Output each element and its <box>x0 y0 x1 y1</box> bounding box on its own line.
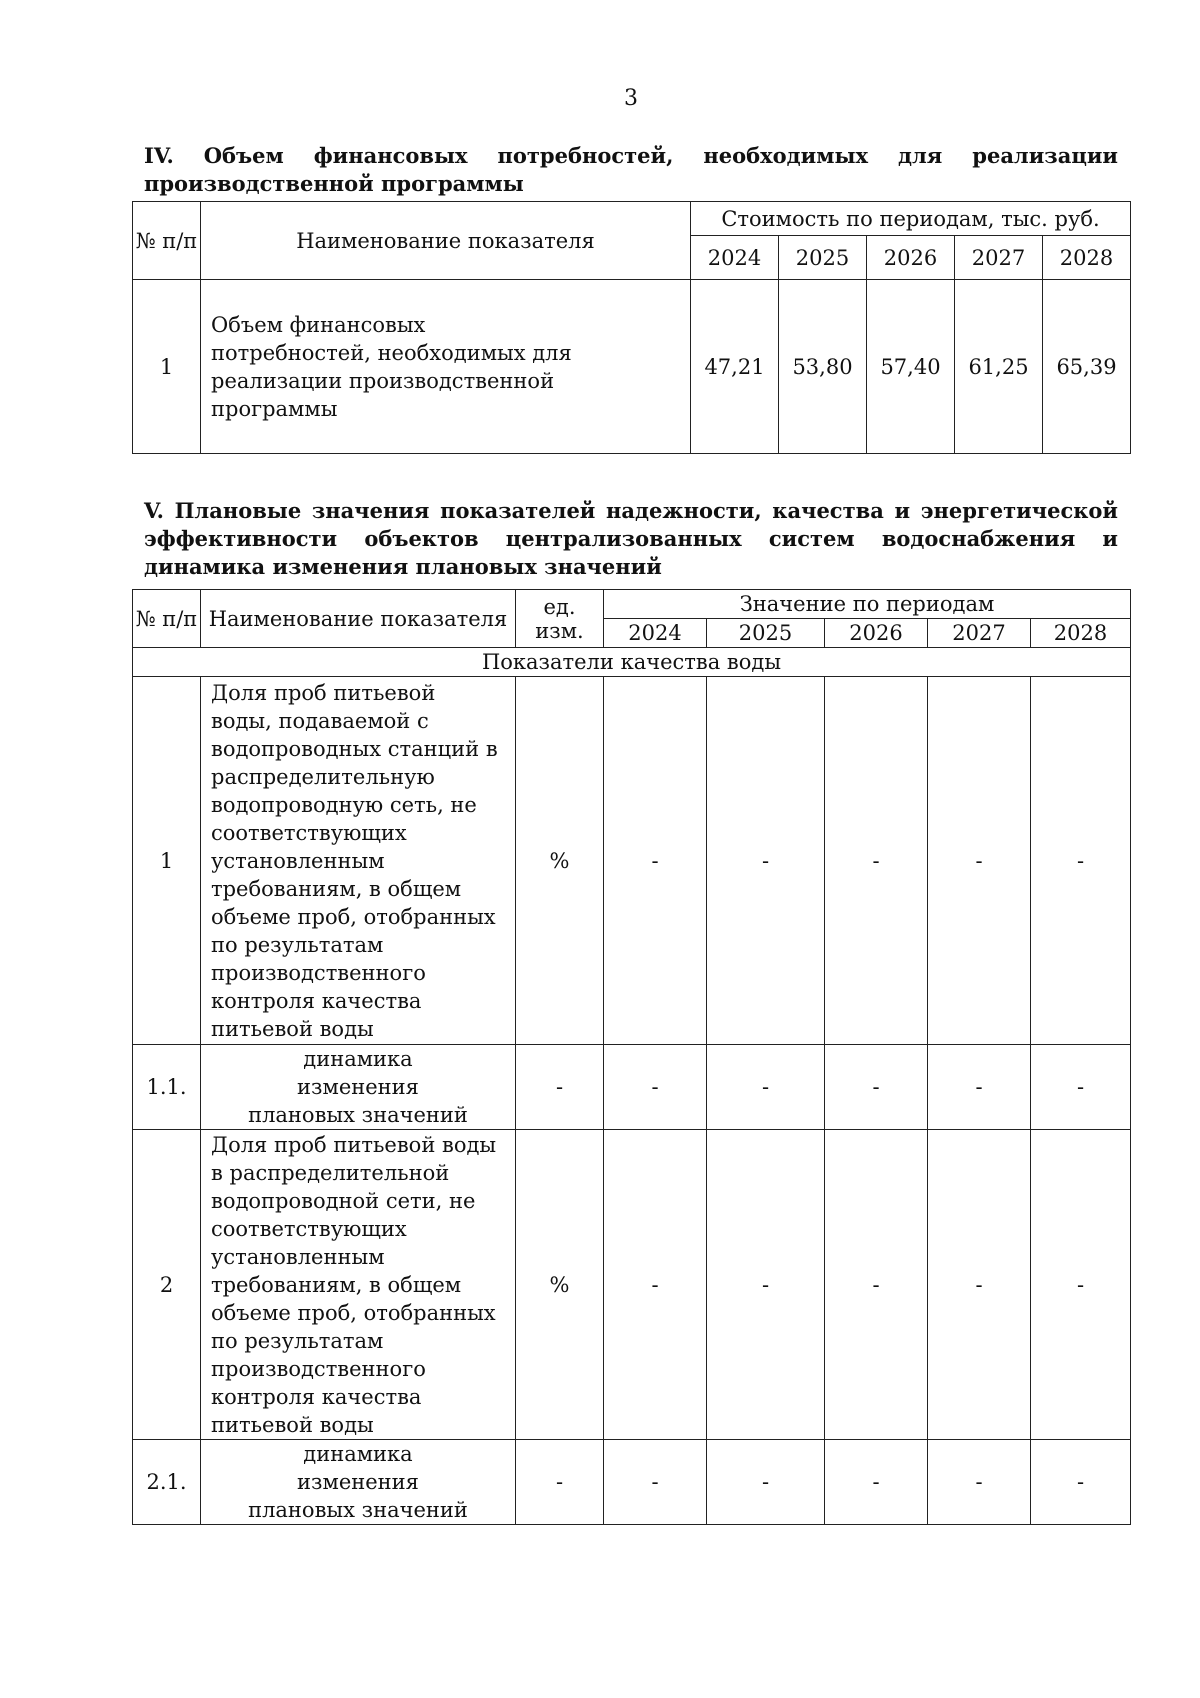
row-value: - <box>825 1045 928 1130</box>
row-name: Объем финансовых потребностей, необходимых для реализации производственной программы <box>201 280 691 454</box>
row-value: - <box>604 677 707 1045</box>
row-unit: - <box>516 1045 604 1130</box>
header-year: 2028 <box>1031 619 1131 648</box>
group-label: Показатели качества воды <box>133 648 1131 677</box>
row-name: динамика изменения плановых значений <box>201 1045 516 1130</box>
row-value: 47,21 <box>691 280 779 454</box>
row-value: - <box>825 677 928 1045</box>
table-row <box>133 1130 1131 1440</box>
header-num: № п/п <box>133 202 201 280</box>
row-value: - <box>1031 1440 1131 1525</box>
row-value: - <box>604 1130 707 1440</box>
page-number: 3 <box>624 86 638 111</box>
row-value: - <box>825 1130 928 1440</box>
row-name: Доля проб питьевой воды в распределительной водопроводной сети, не соответствующих установленным требованиям, в общем объеме проб, отобранных по результатам производственного контроля качества питьевой воды <box>201 1130 516 1440</box>
header-value-group: Значение по периодам <box>604 590 1131 619</box>
row-name: Доля проб питьевой воды, подаваемой с водопроводных станций в распределительную водопроводную сеть, не соответствующих установленным требованиям, в общем объеме проб, отобранных по результатам производственного контроля качества питьевой воды <box>201 677 516 1045</box>
table-row <box>133 1045 1131 1130</box>
section-4-title: IV. Объем финансовых потребностей, необходимых для реализации производственной программы <box>144 143 1118 196</box>
header-year: 2026 <box>825 619 928 648</box>
financial-needs-table <box>132 201 1131 454</box>
section-5-title: V. Плановые значения показателей надежности, качества и энергетической эффективности объектов централизованных систем водоснабжения и динамика изменения плановых значений <box>144 498 1118 579</box>
row-unit: % <box>516 1130 604 1440</box>
row-value: 65,39 <box>1043 280 1131 454</box>
header-name: Наименование показателя <box>201 202 691 280</box>
row-value: - <box>707 1045 825 1130</box>
row-value: - <box>604 1440 707 1525</box>
row-name: динамика изменения плановых значений <box>201 1440 516 1525</box>
table-row <box>133 280 1131 454</box>
row-value: - <box>928 1045 1031 1130</box>
row-num: 2.1. <box>133 1440 201 1525</box>
header-year: 2025 <box>707 619 825 648</box>
header-num: № п/п <box>133 590 201 648</box>
table-row <box>133 1440 1131 1525</box>
header-year: 2027 <box>928 619 1031 648</box>
header-year: 2027 <box>955 236 1043 280</box>
row-num: 1 <box>133 677 201 1045</box>
header-year: 2026 <box>867 236 955 280</box>
table-row <box>133 677 1131 1045</box>
row-value: 57,40 <box>867 280 955 454</box>
row-value: - <box>1031 1045 1131 1130</box>
row-value: - <box>707 677 825 1045</box>
row-num: 2 <box>133 1130 201 1440</box>
row-value: - <box>928 1440 1031 1525</box>
row-value: - <box>707 1130 825 1440</box>
row-value: - <box>604 1045 707 1130</box>
row-value: - <box>707 1440 825 1525</box>
row-num: 1.1. <box>133 1045 201 1130</box>
row-num: 1 <box>133 280 201 454</box>
header-name: Наименование показателя <box>201 590 516 648</box>
row-value: - <box>1031 677 1131 1045</box>
header-year: 2028 <box>1043 236 1131 280</box>
row-value: - <box>928 677 1031 1045</box>
indicators-table <box>132 589 1131 1525</box>
header-year: 2025 <box>779 236 867 280</box>
row-value: - <box>825 1440 928 1525</box>
row-value: - <box>1031 1130 1131 1440</box>
row-value: - <box>928 1130 1031 1440</box>
header-cost-group: Стоимость по периодам, тыс. руб. <box>691 202 1131 236</box>
header-year: 2024 <box>604 619 707 648</box>
header-unit: ед. изм. <box>516 590 604 648</box>
row-value: 53,80 <box>779 280 867 454</box>
row-unit: % <box>516 677 604 1045</box>
row-value: 61,25 <box>955 280 1043 454</box>
row-unit: - <box>516 1440 604 1525</box>
header-year: 2024 <box>691 236 779 280</box>
